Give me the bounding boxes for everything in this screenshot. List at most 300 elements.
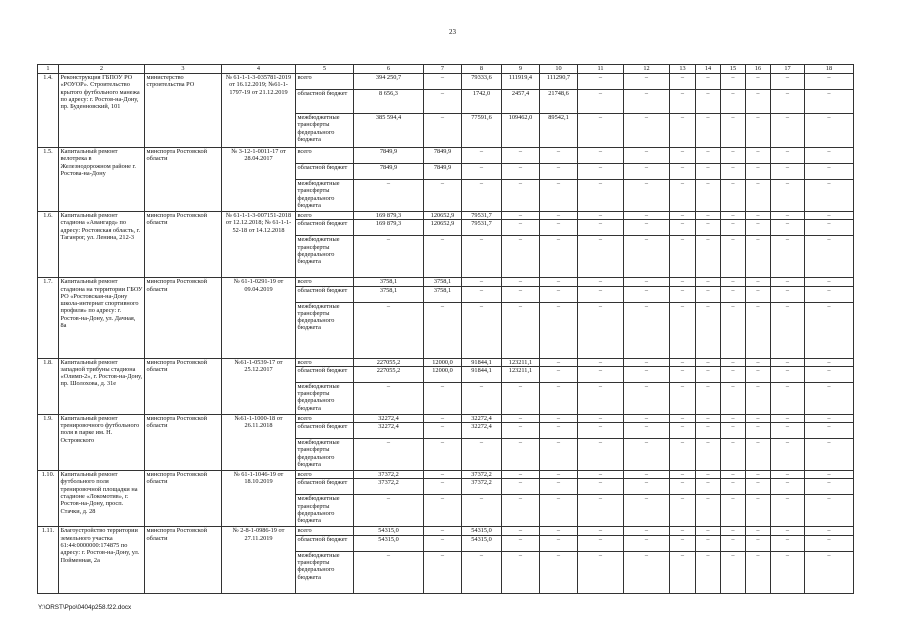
value-cell: 32272,4 — [462, 423, 502, 439]
table-row — [38, 527, 854, 535]
value-cell: – — [771, 74, 805, 90]
value-cell: – — [624, 382, 670, 414]
column-number-4: 4 — [222, 65, 296, 74]
value-cell: – — [354, 551, 424, 593]
funding-source-label: межбюджетные трансферты федерального бюджета — [296, 382, 354, 414]
value-cell: – — [771, 220, 805, 236]
value-cell: – — [805, 527, 854, 535]
value-cell: – — [746, 148, 771, 164]
value-cell: – — [502, 479, 540, 495]
responsible-org: минспорта Ростовской области — [145, 414, 222, 470]
value-cell: – — [771, 551, 805, 593]
funding-source-label: всего — [296, 74, 354, 90]
value-cell: – — [696, 423, 721, 439]
value-cell: – — [746, 527, 771, 535]
value-cell: – — [771, 358, 805, 366]
responsible-org: минспорта Ростовской области — [145, 212, 222, 278]
value-cell: – — [771, 90, 805, 114]
column-number-6: 6 — [354, 65, 424, 74]
page-number: 23 — [449, 28, 456, 36]
value-cell: – — [696, 439, 721, 471]
value-cell: 123211,1 — [502, 358, 540, 366]
value-cell: – — [624, 414, 670, 422]
value-cell: 32272,4 — [354, 414, 424, 422]
value-cell: – — [721, 358, 746, 366]
column-number-1: 1 — [38, 65, 59, 74]
value-cell: – — [805, 551, 854, 593]
value-cell: – — [354, 439, 424, 471]
value-cell: – — [771, 278, 805, 286]
value-cell: – — [670, 439, 696, 471]
value-cell: – — [502, 278, 540, 286]
value-cell: – — [540, 439, 578, 471]
value-cell: – — [805, 220, 854, 236]
column-number-18: 18 — [805, 65, 854, 74]
column-number-5: 5 — [296, 65, 354, 74]
value-cell: – — [696, 180, 721, 212]
value-cell: – — [746, 471, 771, 479]
value-cell: 3758,1 — [354, 278, 424, 286]
value-cell: – — [746, 414, 771, 422]
document-ref: №61-1-1000-18 от 26.11.2018 — [222, 414, 296, 470]
column-number-2: 2 — [59, 65, 145, 74]
responsible-org: минспорта Ростовской области — [145, 148, 222, 212]
value-cell: – — [805, 535, 854, 551]
value-cell: 91844,1 — [462, 358, 502, 366]
value-cell: – — [696, 90, 721, 114]
value-cell: – — [424, 423, 462, 439]
value-cell: – — [462, 278, 502, 286]
value-cell: – — [696, 148, 721, 164]
column-number-16: 16 — [746, 65, 771, 74]
value-cell: – — [424, 439, 462, 471]
value-cell: – — [805, 180, 854, 212]
value-cell: – — [502, 148, 540, 164]
value-cell: – — [696, 551, 721, 593]
value-cell: 37372,2 — [462, 479, 502, 495]
document-ref: № 3-12-1-0011-17 от 28.04.2017 — [222, 148, 296, 212]
table-row — [38, 74, 854, 90]
value-cell: 7849,9 — [354, 164, 424, 180]
value-cell: – — [771, 164, 805, 180]
responsible-org: министерство строительства РО — [145, 74, 222, 148]
value-cell: – — [424, 236, 462, 278]
value-cell: – — [578, 286, 624, 302]
value-cell: – — [746, 423, 771, 439]
value-cell: 54315,0 — [354, 527, 424, 535]
value-cell: – — [502, 236, 540, 278]
value-cell: – — [578, 382, 624, 414]
value-cell: – — [578, 148, 624, 164]
value-cell: – — [354, 495, 424, 527]
value-cell: – — [624, 220, 670, 236]
value-cell: – — [771, 366, 805, 382]
item-number: 1.10. — [38, 471, 59, 527]
value-cell: – — [721, 495, 746, 527]
value-cell: – — [746, 495, 771, 527]
value-cell: – — [540, 236, 578, 278]
value-cell: 12000,0 — [424, 366, 462, 382]
value-cell: 54315,0 — [462, 527, 502, 535]
value-cell: – — [805, 212, 854, 220]
value-cell: – — [424, 479, 462, 495]
value-cell: – — [670, 164, 696, 180]
value-cell: – — [502, 495, 540, 527]
value-cell: 111919,4 — [502, 74, 540, 90]
value-cell: – — [746, 236, 771, 278]
table-row — [38, 212, 854, 220]
responsible-org: минспорта Ростовской области — [145, 471, 222, 527]
funding-source-label: межбюджетные трансферты федерального бюджета — [296, 551, 354, 593]
value-cell: 7849,9 — [424, 148, 462, 164]
value-cell: – — [670, 495, 696, 527]
funding-source-label: всего — [296, 358, 354, 366]
value-cell: – — [696, 527, 721, 535]
value-cell: – — [721, 479, 746, 495]
value-cell: – — [670, 278, 696, 286]
table-row — [38, 471, 854, 479]
value-cell: – — [721, 212, 746, 220]
value-cell: 385 594,4 — [354, 114, 424, 148]
value-cell: – — [805, 439, 854, 471]
value-cell: 8 656,3 — [354, 90, 424, 114]
value-cell: – — [624, 366, 670, 382]
value-cell: – — [354, 236, 424, 278]
value-cell: – — [462, 164, 502, 180]
funding-source-label: областной бюджет — [296, 164, 354, 180]
value-cell: – — [624, 423, 670, 439]
document-ref: № 61-1-0291-19 от 09.04.2019 — [222, 278, 296, 358]
document-ref: № 2-8-1-0986-19 от 27.11.2019 — [222, 527, 296, 593]
value-cell: – — [771, 236, 805, 278]
value-cell: 227055,2 — [354, 358, 424, 366]
document-ref: № 61-1-1046-19 от 18.10.2019 — [222, 471, 296, 527]
project-name: Благоустройство территории земельного участка 61:44:0000000:174875 по адресу: г. Ростов-на-Дону, ул. Пойменная, 2а — [59, 527, 145, 593]
value-cell: – — [721, 164, 746, 180]
item-number: 1.9. — [38, 414, 59, 470]
value-cell: – — [805, 479, 854, 495]
value-cell: 394 250,7 — [354, 74, 424, 90]
value-cell: – — [578, 366, 624, 382]
value-cell: – — [578, 479, 624, 495]
value-cell: – — [578, 414, 624, 422]
value-cell: – — [624, 471, 670, 479]
value-cell: – — [670, 527, 696, 535]
funding-source-label: областной бюджет — [296, 220, 354, 236]
table-row — [38, 278, 854, 286]
value-cell: – — [721, 414, 746, 422]
value-cell: – — [746, 302, 771, 358]
value-cell: – — [578, 439, 624, 471]
value-cell: – — [502, 220, 540, 236]
value-cell: – — [502, 535, 540, 551]
value-cell: – — [578, 212, 624, 220]
value-cell: 32272,4 — [354, 423, 424, 439]
value-cell: – — [805, 164, 854, 180]
value-cell: – — [771, 382, 805, 414]
value-cell: – — [540, 302, 578, 358]
value-cell: 227055,2 — [354, 366, 424, 382]
funding-source-label: областной бюджет — [296, 286, 354, 302]
value-cell: – — [540, 358, 578, 366]
value-cell: – — [502, 286, 540, 302]
value-cell: – — [696, 74, 721, 90]
value-cell: – — [424, 471, 462, 479]
value-cell: – — [696, 535, 721, 551]
value-cell: – — [624, 535, 670, 551]
value-cell: 111290,7 — [540, 74, 578, 90]
value-cell: – — [805, 382, 854, 414]
funding-source-label: межбюджетные трансферты федерального бюджета — [296, 236, 354, 278]
value-cell: – — [540, 479, 578, 495]
value-cell: – — [805, 358, 854, 366]
value-cell: – — [502, 423, 540, 439]
value-cell: – — [624, 495, 670, 527]
value-cell: – — [424, 414, 462, 422]
value-cell: 79531,7 — [462, 220, 502, 236]
value-cell: 79531,7 — [462, 212, 502, 220]
value-cell: – — [746, 366, 771, 382]
value-cell: – — [696, 302, 721, 358]
value-cell: – — [624, 302, 670, 358]
value-cell: – — [805, 302, 854, 358]
funding-source-label: областной бюджет — [296, 366, 354, 382]
funding-source-label: всего — [296, 414, 354, 422]
value-cell: – — [540, 423, 578, 439]
value-cell: – — [721, 90, 746, 114]
value-cell: – — [746, 286, 771, 302]
value-cell: – — [424, 495, 462, 527]
responsible-org: минспорта Ростовской области — [145, 527, 222, 593]
value-cell: – — [721, 302, 746, 358]
column-number-12: 12 — [624, 65, 670, 74]
project-name: Капитальный ремонт велотрека в Железнодорожном районе г. Ростова-на-Дону — [59, 148, 145, 212]
value-cell: – — [670, 423, 696, 439]
funding-source-label: всего — [296, 471, 354, 479]
value-cell: – — [578, 164, 624, 180]
column-number-row — [38, 65, 854, 74]
value-cell: 37372,2 — [462, 471, 502, 479]
value-cell: 3758,1 — [424, 286, 462, 302]
funding-source-label: всего — [296, 148, 354, 164]
value-cell: – — [805, 286, 854, 302]
value-cell: 54315,0 — [462, 535, 502, 551]
value-cell: – — [771, 527, 805, 535]
value-cell: – — [746, 90, 771, 114]
value-cell: – — [771, 479, 805, 495]
value-cell: – — [696, 286, 721, 302]
value-cell: – — [746, 114, 771, 148]
value-cell: – — [696, 382, 721, 414]
value-cell: – — [746, 180, 771, 212]
value-cell: 12000,0 — [424, 358, 462, 366]
value-cell: – — [670, 220, 696, 236]
funding-source-label: всего — [296, 278, 354, 286]
value-cell: – — [721, 439, 746, 471]
value-cell: – — [624, 114, 670, 148]
item-number: 1.6. — [38, 212, 59, 278]
value-cell: – — [502, 414, 540, 422]
value-cell: – — [721, 535, 746, 551]
value-cell: – — [696, 220, 721, 236]
value-cell: – — [578, 495, 624, 527]
value-cell: – — [578, 278, 624, 286]
funding-source-label: межбюджетные трансферты федерального бюджета — [296, 439, 354, 471]
value-cell: – — [540, 164, 578, 180]
project-name: Капитальный ремонт стадиона «Авангард» по адресу: Ростовская область, г. Таганрог, ул. Ленина, 212-3 — [59, 212, 145, 278]
value-cell: – — [696, 471, 721, 479]
value-cell: – — [696, 414, 721, 422]
value-cell: 120652,9 — [424, 220, 462, 236]
value-cell: – — [578, 90, 624, 114]
value-cell: – — [746, 479, 771, 495]
value-cell: – — [424, 90, 462, 114]
item-number: 1.4. — [38, 74, 59, 148]
funding-source-label: областной бюджет — [296, 535, 354, 551]
value-cell: 109462,0 — [502, 114, 540, 148]
value-cell: – — [670, 212, 696, 220]
value-cell: – — [354, 180, 424, 212]
value-cell: 89542,1 — [540, 114, 578, 148]
value-cell: – — [746, 551, 771, 593]
value-cell: – — [696, 164, 721, 180]
project-name: Капитальный ремонт стадиона на территории ГБОУ РО «Ростовская-на-Дону школа-интернат спортивного профиля» по адресу: г. Ростов-на-Дону, ул. Дачная, 8а — [59, 278, 145, 358]
value-cell: – — [746, 220, 771, 236]
project-name: Капитальный ремонт тренировочного футбольного поля в парке им. Н. Островского — [59, 414, 145, 470]
value-cell: – — [624, 212, 670, 220]
project-name: Капитальный ремонт западной трибуны стадиона «Олимп-2», г. Ростов-на-Дону, пр. Шолохова, д. 31е — [59, 358, 145, 414]
value-cell: 21748,6 — [540, 90, 578, 114]
value-cell: – — [502, 439, 540, 471]
column-number-9: 9 — [502, 65, 540, 74]
table-row — [38, 148, 854, 164]
value-cell: – — [578, 471, 624, 479]
value-cell: – — [721, 423, 746, 439]
value-cell: – — [805, 114, 854, 148]
value-cell: – — [721, 366, 746, 382]
value-cell: 3758,1 — [424, 278, 462, 286]
funding-source-label: межбюджетные трансферты федерального бюджета — [296, 114, 354, 148]
value-cell: – — [424, 180, 462, 212]
value-cell: 3758,1 — [354, 286, 424, 302]
value-cell: – — [805, 495, 854, 527]
value-cell: – — [540, 551, 578, 593]
column-number-14: 14 — [696, 65, 721, 74]
document-ref: №61-1-0539-17 от 25.12.2017 — [222, 358, 296, 414]
value-cell: – — [805, 423, 854, 439]
funding-source-label: всего — [296, 527, 354, 535]
value-cell: – — [578, 74, 624, 90]
value-cell: – — [805, 148, 854, 164]
column-number-17: 17 — [771, 65, 805, 74]
column-number-11: 11 — [578, 65, 624, 74]
value-cell: – — [771, 180, 805, 212]
value-cell: – — [354, 382, 424, 414]
table-body — [38, 74, 854, 594]
value-cell: – — [502, 180, 540, 212]
value-cell: – — [624, 90, 670, 114]
value-cell: – — [746, 535, 771, 551]
value-cell: – — [670, 471, 696, 479]
value-cell: – — [696, 236, 721, 278]
value-cell: – — [540, 527, 578, 535]
value-cell: – — [721, 220, 746, 236]
value-cell: – — [670, 358, 696, 366]
value-cell: – — [721, 471, 746, 479]
value-cell: – — [771, 114, 805, 148]
item-number: 1.11. — [38, 527, 59, 593]
project-name: Капитальный ремонт футбольного поля тренировочной площадки на стадионе «Локомотив», г. Ростов-на-Дону, просп. Стачки, д. 28 — [59, 471, 145, 527]
value-cell: – — [462, 495, 502, 527]
value-cell: – — [746, 164, 771, 180]
value-cell: – — [746, 439, 771, 471]
value-cell: – — [771, 148, 805, 164]
value-cell: – — [424, 382, 462, 414]
column-number-13: 13 — [670, 65, 696, 74]
value-cell: 1742,0 — [462, 90, 502, 114]
value-cell: – — [424, 551, 462, 593]
value-cell: – — [578, 551, 624, 593]
column-number-7: 7 — [424, 65, 462, 74]
value-cell: – — [578, 114, 624, 148]
funding-source-label: областной бюджет — [296, 423, 354, 439]
value-cell: – — [805, 74, 854, 90]
value-cell: – — [670, 382, 696, 414]
value-cell: – — [670, 551, 696, 593]
value-cell: – — [624, 148, 670, 164]
value-cell: – — [696, 479, 721, 495]
value-cell: 54315,0 — [354, 535, 424, 551]
value-cell: – — [540, 414, 578, 422]
value-cell: – — [670, 414, 696, 422]
value-cell: – — [670, 236, 696, 278]
value-cell: – — [540, 278, 578, 286]
value-cell: – — [670, 180, 696, 212]
value-cell: – — [771, 423, 805, 439]
funding-source-label: всего — [296, 212, 354, 220]
value-cell: – — [624, 164, 670, 180]
item-number: 1.5. — [38, 148, 59, 212]
value-cell: – — [721, 114, 746, 148]
value-cell: – — [578, 220, 624, 236]
value-cell: – — [578, 302, 624, 358]
value-cell: 7849,9 — [424, 164, 462, 180]
value-cell: – — [624, 286, 670, 302]
value-cell: – — [462, 236, 502, 278]
project-name: Реконструкция ГБПОУ РО «РОУОР». Строительство крытого футбольного манежа по адресу: г. Ростов-на-Дону, пр. Буденновский, 101 — [59, 74, 145, 148]
column-number-8: 8 — [462, 65, 502, 74]
value-cell: – — [578, 535, 624, 551]
value-cell: 169 879,3 — [354, 220, 424, 236]
value-cell: – — [746, 278, 771, 286]
value-cell: – — [805, 366, 854, 382]
value-cell: – — [771, 495, 805, 527]
value-cell: – — [771, 212, 805, 220]
value-cell: – — [424, 527, 462, 535]
value-cell: – — [354, 302, 424, 358]
budget-table — [37, 64, 854, 594]
value-cell: – — [540, 212, 578, 220]
value-cell: – — [721, 527, 746, 535]
funding-source-label: межбюджетные трансферты федерального бюджета — [296, 495, 354, 527]
value-cell: – — [670, 366, 696, 382]
value-cell: – — [424, 302, 462, 358]
value-cell: 7849,9 — [354, 148, 424, 164]
value-cell: – — [462, 439, 502, 471]
document-ref: № 61-1-1-3-035781-2019 от 16.12.2019; №61-1-1797-19 от 21.12.2019 — [222, 74, 296, 148]
funding-source-label: межбюджетные трансферты федерального бюджета — [296, 302, 354, 358]
value-cell: – — [578, 423, 624, 439]
